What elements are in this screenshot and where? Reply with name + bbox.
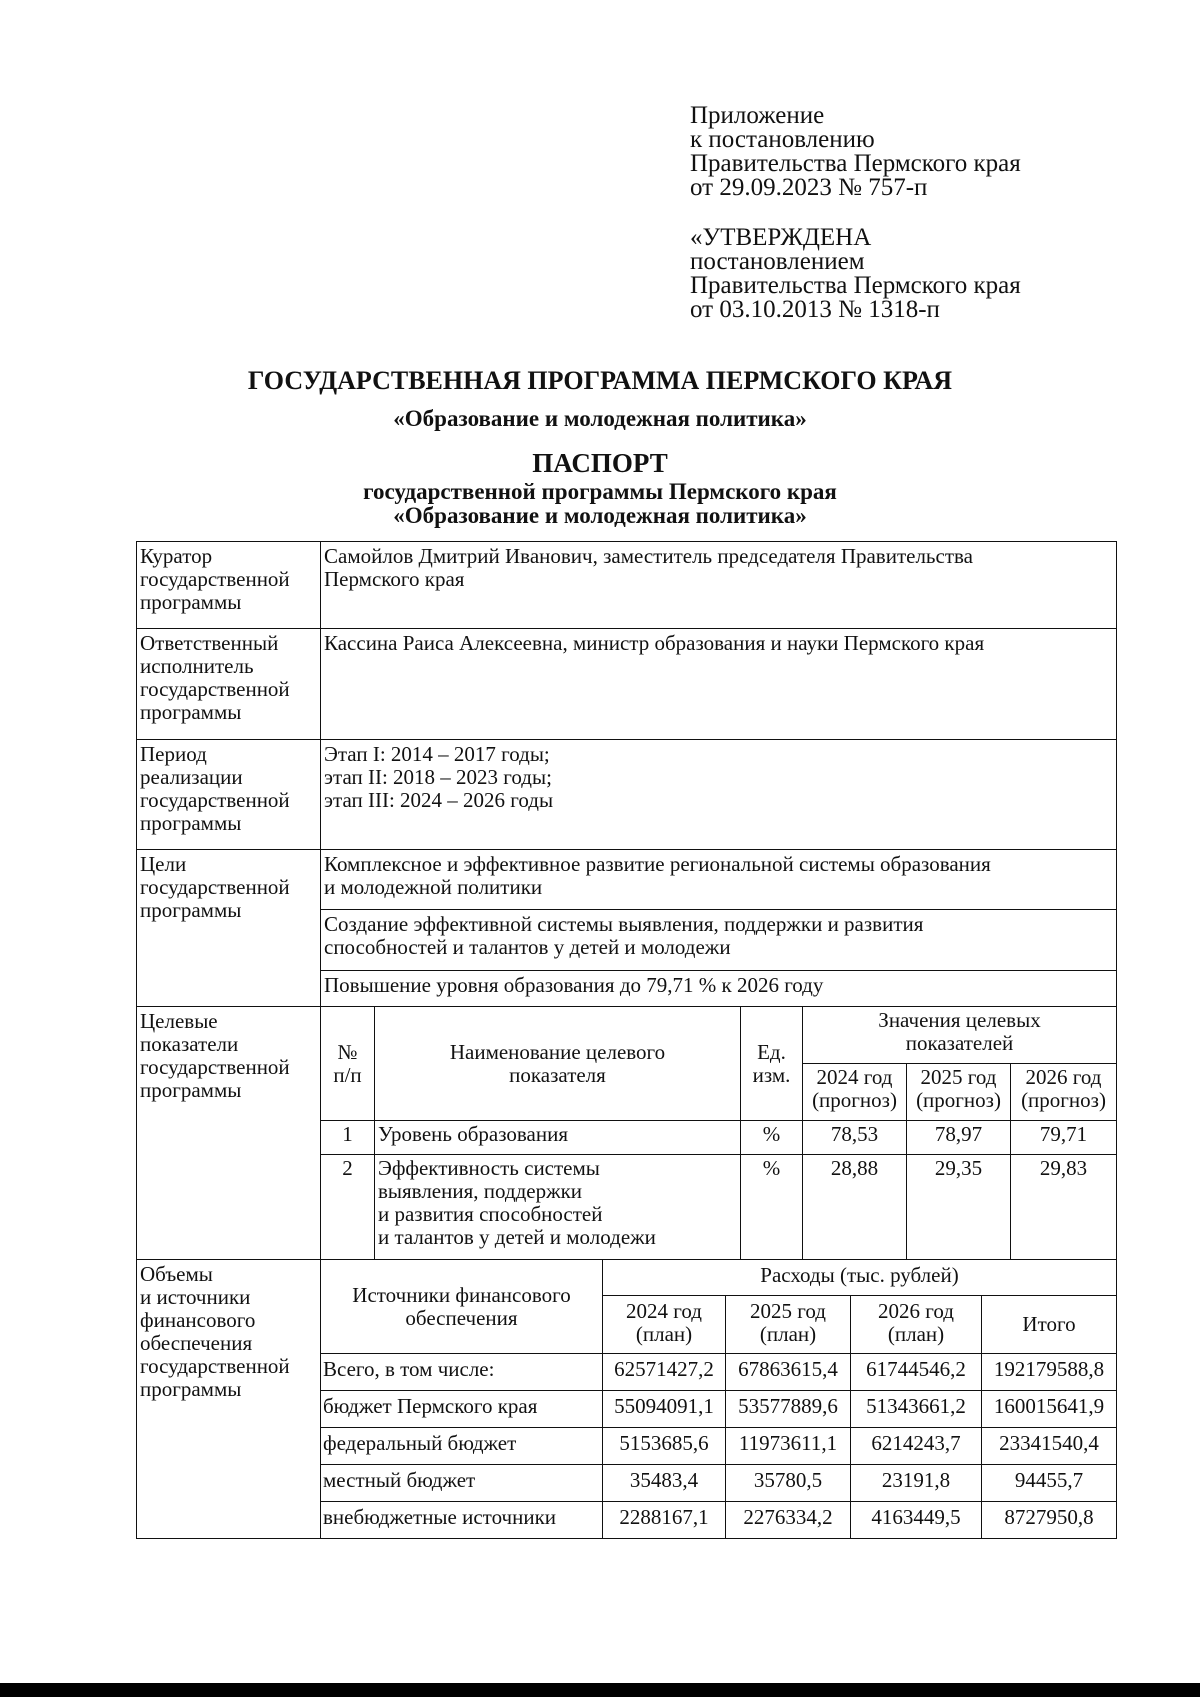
finance-source: федеральный бюджет — [321, 1428, 603, 1465]
finance-value: 55094091,1 — [603, 1391, 726, 1428]
header-target-values: Значения целевых показателей — [803, 1007, 1117, 1064]
finance-value: 67863615,4 — [726, 1354, 851, 1391]
approved-line: от 03.10.2013 № 1318-п — [690, 296, 940, 323]
program-title: ГОСУДАРСТВЕННАЯ ПРОГРАММА ПЕРМСКОГО КРАЯ — [247, 366, 953, 395]
finance-value: 2276334,2 — [726, 1502, 851, 1539]
appendix-line: от 29.09.2023 № 757-п — [690, 174, 928, 201]
scan-edge-bar — [0, 1683, 1200, 1697]
appendix-line: Приложение — [690, 102, 825, 129]
indicator-value: 78,97 — [907, 1121, 1011, 1155]
finance-source: бюджет Пермского края — [321, 1391, 603, 1428]
period-stage: этап III: 2024 – 2026 годы — [324, 788, 554, 812]
finance-cell — [321, 1260, 1117, 1539]
finance-total: 160015641,9 — [982, 1391, 1117, 1428]
indicators-cell — [321, 1007, 1117, 1260]
table-row — [321, 1121, 1117, 1155]
finance-value: 11973611,1 — [726, 1428, 851, 1465]
passport-subtitle-line: «Образование и молодежная политика» — [393, 503, 807, 528]
finance-source: внебюджетные источники — [321, 1502, 603, 1539]
finance-value: 51343661,2 — [851, 1391, 982, 1428]
header-year: 2026 год (план) — [851, 1296, 982, 1354]
appendix-line: к постановлению — [690, 126, 875, 153]
goal-item: Создание эффективной системы выявления, поддержки и развития способностей и талантов у детей и молодежи — [321, 910, 1117, 971]
indicator-name: Уровень образования — [375, 1121, 741, 1155]
indicator-value: 29,83 — [1011, 1155, 1117, 1260]
header-total: Итого — [982, 1296, 1117, 1354]
table-row — [321, 1428, 1117, 1465]
indicator-unit: % — [741, 1155, 803, 1260]
indicators-label: Целевые показатели государственной программы — [137, 1007, 321, 1260]
table-row — [321, 1155, 1117, 1260]
header-year: 2026 год (прогноз) — [1011, 1064, 1117, 1121]
header-unit: Ед. изм. — [741, 1007, 803, 1121]
finance-table — [320, 1259, 1117, 1539]
header-year: 2024 год (прогноз) — [803, 1064, 907, 1121]
indicators-row — [137, 1007, 1117, 1260]
passport-table — [136, 541, 1117, 1539]
header-year: 2024 год (план) — [603, 1296, 726, 1354]
finance-value: 53577889,6 — [726, 1391, 851, 1428]
header-source: Источники финансового обеспечения — [321, 1260, 603, 1354]
period-stage: этап II: 2018 – 2023 годы; — [324, 765, 552, 789]
indicator-name: Эффективность системы выявления, поддержки и развития способностей и талантов у детей и молодежи — [375, 1155, 741, 1260]
finance-header-row — [321, 1260, 1117, 1296]
approved-line: «УТВЕРЖДЕНА — [690, 224, 872, 251]
table-row — [321, 1465, 1117, 1502]
row-no: 1 — [321, 1121, 375, 1155]
indicator-value: 79,71 — [1011, 1121, 1117, 1155]
period-value — [321, 740, 1117, 850]
finance-value: 61744546,2 — [851, 1354, 982, 1391]
row-no: 2 — [321, 1155, 375, 1260]
header-expenses: Расходы (тыс. рублей) — [603, 1260, 1117, 1296]
indicator-value: 29,35 — [907, 1155, 1011, 1260]
period-row — [137, 740, 1117, 850]
passport-subtitle-line: государственной программы Пермского края — [363, 479, 837, 504]
finance-total: 8727950,8 — [982, 1502, 1117, 1539]
curator-row — [137, 542, 1117, 629]
executor-label: Ответственный исполнитель государственной программы — [137, 629, 321, 740]
indicator-value: 28,88 — [803, 1155, 907, 1260]
finance-value: 5153685,6 — [603, 1428, 726, 1465]
indicators-table — [320, 1006, 1117, 1260]
passport-subtitle — [0, 480, 1200, 528]
finance-source: Всего, в том числе: — [321, 1354, 603, 1391]
table-row — [321, 1391, 1117, 1428]
appendix-line: Правительства Пермского края — [690, 150, 1021, 177]
executor-row — [137, 629, 1117, 740]
header-year: 2025 год (план) — [726, 1296, 851, 1354]
indicators-header-row — [321, 1007, 1117, 1064]
goal-item: Повышение уровня образования до 79,71 % к 2026 году — [321, 971, 1117, 1007]
table-row — [321, 1502, 1117, 1539]
finance-value: 2288167,1 — [603, 1502, 726, 1539]
goal-row — [137, 850, 1117, 910]
approved-line: постановлением — [690, 248, 865, 275]
goals-label: Цели государственной программы — [137, 850, 321, 1007]
program-name: «Образование и молодежная политика» — [393, 406, 807, 431]
approved-line: Правительства Пермского края — [690, 272, 1021, 299]
period-label: Период реализации государственной программы — [137, 740, 321, 850]
indicator-unit: % — [741, 1121, 803, 1155]
curator-value: Самойлов Дмитрий Иванович, заместитель председателя Правительства Пермского края — [321, 542, 1117, 629]
finance-value: 35780,5 — [726, 1465, 851, 1502]
appendix-block — [690, 104, 1021, 322]
period-stage: Этап I: 2014 – 2017 годы; — [324, 742, 550, 766]
finance-total: 192179588,8 — [982, 1354, 1117, 1391]
finance-row — [137, 1260, 1117, 1539]
finance-value: 62571427,2 — [603, 1354, 726, 1391]
finance-value: 23191,8 — [851, 1465, 982, 1502]
passport-title: ПАСПОРТ — [532, 448, 668, 478]
finance-value: 35483,4 — [603, 1465, 726, 1502]
table-row — [321, 1354, 1117, 1391]
header-indicator-name: Наименование целевого показателя — [375, 1007, 741, 1121]
header-year: 2025 год (прогноз) — [907, 1064, 1011, 1121]
finance-total: 94455,7 — [982, 1465, 1117, 1502]
goal-item: Комплексное и эффективное развитие региональной системы образования и молодежной политики — [321, 850, 1117, 910]
finance-value: 4163449,5 — [851, 1502, 982, 1539]
finance-total: 23341540,4 — [982, 1428, 1117, 1465]
finance-label: Объемы и источники финансового обеспечения государственной программы — [137, 1260, 321, 1539]
executor-value: Кассина Раиса Алексеевна, министр образования и науки Пермского края — [321, 629, 1117, 740]
finance-value: 6214243,7 — [851, 1428, 982, 1465]
header-no: № п/п — [321, 1007, 375, 1121]
curator-label: Куратор государственной программы — [137, 542, 321, 629]
finance-source: местный бюджет — [321, 1465, 603, 1502]
indicator-value: 78,53 — [803, 1121, 907, 1155]
